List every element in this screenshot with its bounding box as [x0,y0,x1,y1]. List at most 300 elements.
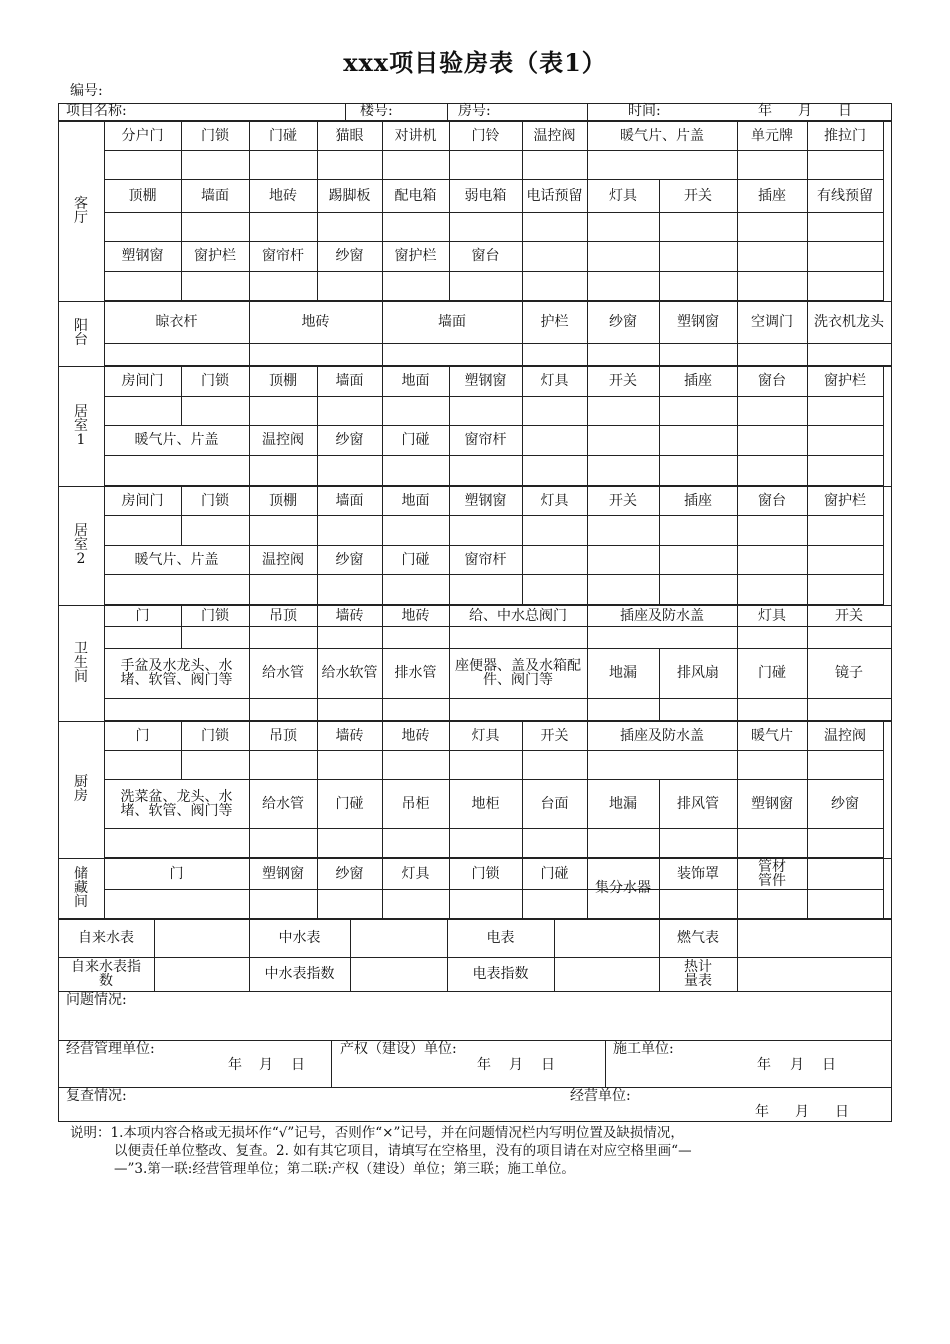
grid-line [58,919,59,992]
grid-line [554,919,555,992]
operator-label: 经营管理单位: [66,1041,155,1057]
grid-line [104,486,884,487]
item-label: 地漏 [609,665,637,681]
month-label: 月 [509,1057,523,1073]
grid-line [181,179,182,242]
grid-line [449,241,450,301]
item-label: 门锁 [201,128,229,144]
item-label: 纱窗 [831,796,859,812]
item-label: 窗台 [471,248,500,264]
page-title: xxx项目验房表（表1） [343,48,607,77]
grid-line [449,858,450,919]
item-label: 吊顶 [269,608,297,624]
grid-line [58,1121,892,1122]
grid-line [883,425,884,486]
grid-line [382,648,383,721]
grid-line [104,366,884,367]
grid-line [737,858,738,919]
grid-line [58,1040,892,1041]
item-label: 插座 [684,373,712,389]
grid-line [807,545,808,605]
section-label: 卫生间 [74,641,88,685]
grid-line [807,605,808,649]
grid-line [382,545,383,605]
grid-line [104,858,105,919]
grid-line [58,301,59,366]
grid-line [883,858,884,919]
grid-line [449,121,450,180]
item-label: 窗帘杆 [464,432,507,448]
grid-line [104,396,884,397]
item-label: 门碰 [401,432,430,448]
grid-line [317,779,318,858]
grid-line [249,779,250,858]
grid-line [345,103,346,121]
section-label: 客厅 [74,196,88,226]
item-label: 护栏 [540,314,569,330]
item-label: 排水管 [394,665,437,681]
item-label: 弱电箱 [464,188,507,204]
item-label: 座便器、盖及水箱配件、阀门等 [455,658,581,688]
item-label: 纱窗 [335,432,364,448]
item-label: 墙面 [335,493,364,509]
section-label: 居室2 [74,523,88,567]
grid-line [587,648,588,721]
day-label: 日 [838,103,852,119]
builder-label: 施工单位: [613,1041,674,1057]
grid-line [382,179,383,242]
grid-line [807,121,808,180]
grid-line [104,179,884,180]
day-label: 日 [835,1104,849,1120]
item-label: 给水管 [262,665,304,681]
grid-line [58,605,59,721]
grid-line [449,721,450,780]
meter-label: 电表 [486,930,515,946]
grid-line [807,425,808,486]
building-label: 楼号: [360,103,393,119]
grid-line [449,425,450,486]
grid-line [883,779,884,858]
item-label: 门铃 [471,128,500,144]
item-label: 地面 [401,373,430,389]
grid-line [587,779,588,858]
grid-line [737,486,738,546]
grid-line [449,545,450,605]
item-label: 晾衣杆 [155,314,198,330]
item-label: 洗菜盆、龙头、水堵、软管、阀门等 [120,789,233,819]
year-label: 年 [755,1104,769,1120]
grid-line [659,301,660,366]
grid-line [58,1040,59,1088]
day-label: 日 [541,1057,555,1073]
item-label: 纱窗 [335,866,364,882]
room-label: 房号: [458,103,491,119]
grid-line [807,301,808,366]
grid-line [382,301,383,366]
grid-line [522,545,523,605]
item-label: 门 [169,866,184,882]
grid-line [181,366,182,426]
operating-unit-label: 经营单位: [570,1088,631,1104]
day-label: 日 [291,1057,305,1073]
meter-label: 中水表 [278,930,321,946]
item-label: 顶棚 [269,493,297,509]
item-label: 给水软管 [321,665,378,681]
grid-line [883,545,884,605]
grid-line [104,750,884,751]
month-label: 月 [795,1104,809,1120]
grid-line [737,179,738,242]
grid-line [317,241,318,301]
grid-line [737,605,738,649]
grid-line [883,179,884,242]
item-label: 墙面 [201,188,229,204]
grid-line [891,103,892,121]
grid-line [883,486,884,546]
grid-line [659,648,660,721]
grid-line [58,858,59,919]
item-label: 墙面 [438,314,466,330]
grid-line [249,919,250,992]
grid-line [249,301,250,366]
grid-line [522,721,523,780]
grid-line [587,179,588,242]
item-label: 温控阀 [262,432,304,448]
grid-line [104,779,105,858]
grid-line [587,486,588,546]
year-label: 年 [228,1057,242,1073]
grid-line [587,545,588,605]
item-label: 温控阀 [262,552,304,568]
grid-line [807,366,808,426]
item-label: 门碰 [540,866,569,882]
meter-label: 中水表指数 [264,966,335,982]
grid-line [587,425,588,486]
grid-line [249,366,250,426]
item-label: 房间门 [121,493,164,509]
grid-line [317,486,318,546]
grid-line [104,121,105,180]
grid-line [104,545,884,546]
note-line: —”3.第一联:经营管理单位；第二联:产权（建设）单位；第三联；施工单位。 [114,1161,575,1177]
item-label: 灯具 [471,728,500,744]
grid-line [883,121,884,180]
item-label: 门 [135,608,150,624]
grid-line [104,605,892,606]
grid-line [104,721,884,722]
item-label: 灯具 [540,493,569,509]
item-label: 顶棚 [128,188,157,204]
grid-line [104,626,892,627]
meter-label: 电表指数 [472,966,529,982]
item-label: 插座及防水盖 [620,608,704,624]
item-label: 手盆及水龙头、水堵、软管、阀门等 [120,658,233,688]
item-label: 管材管件 [758,859,786,889]
grid-line [58,366,59,486]
grid-line [317,425,318,486]
item-label: 门锁 [201,373,229,389]
item-label: 窗帘杆 [262,248,304,264]
grid-line [104,241,884,242]
grid-line [249,425,250,486]
section-label: 居室1 [74,404,88,448]
grid-line [104,648,892,649]
item-label: 塑钢窗 [464,493,507,509]
grid-line [58,991,892,992]
item-label: 温控阀 [824,728,866,744]
item-label: 台面 [540,796,569,812]
grid-line [104,121,884,122]
grid-line [58,957,892,958]
grid-line [104,721,105,780]
grid-line [522,858,523,919]
grid-line [737,241,738,301]
grid-line [659,179,660,242]
grid-line [104,212,884,213]
grid-line [587,366,588,426]
grid-line [382,858,383,919]
grid-line [58,721,59,858]
item-label: 开关 [609,373,637,389]
item-label: 门锁 [201,728,229,744]
grid-line [659,366,660,426]
item-label: 窗护栏 [194,248,236,264]
grid-line [104,574,884,575]
project-name-label: 项目名称: [66,103,127,119]
grid-line [249,179,250,242]
grid-line [522,425,523,486]
grid-line [104,828,884,829]
item-label: 吊柜 [401,796,430,812]
grid-line [587,301,588,366]
grid-line [605,1040,606,1088]
item-label: 电话预留 [526,188,583,204]
grid-line [807,486,808,546]
recheck-label: 复查情况: [66,1088,127,1104]
grid-line [522,486,523,546]
item-label: 地砖 [269,188,297,204]
item-label: 单元牌 [751,128,793,144]
item-label: 分户门 [121,128,164,144]
item-label: 开关 [684,188,712,204]
grid-line [249,486,250,546]
grid-line [58,103,59,121]
grid-line [104,271,884,272]
item-label: 开关 [609,493,637,509]
item-label: 插座及防水盖 [620,728,704,744]
meter-label: 热计量表 [684,959,712,989]
grid-line [181,121,182,180]
grid-line [104,698,892,699]
item-label: 排风扇 [677,665,719,681]
item-label: 给、中水总阀门 [469,608,567,624]
grid-line [883,366,884,426]
section-label: 阳台 [74,318,88,348]
grid-line [449,648,450,721]
item-label: 暖气片、片盖 [134,552,219,568]
item-label: 塑钢窗 [262,866,304,882]
grid-line [891,121,892,301]
item-label: 门 [135,728,150,744]
grid-line [883,241,884,301]
item-label: 给水管 [262,796,304,812]
item-label: 塑钢窗 [677,314,719,330]
item-label: 踢脚板 [328,188,371,204]
item-label: 地面 [401,493,430,509]
grid-line [449,486,450,546]
item-label: 门碰 [335,796,364,812]
meter-label: 燃气表 [677,930,719,946]
grid-line [883,721,884,780]
grid-line [587,605,588,649]
grid-line [587,241,588,301]
grid-line [104,241,105,301]
item-label: 纱窗 [609,314,637,330]
item-label: 顶棚 [269,373,297,389]
grid-line [104,515,884,516]
item-label: 地砖 [301,314,330,330]
grid-line [659,919,660,992]
grid-line [104,779,884,780]
grid-line [58,121,59,301]
grid-line [104,455,884,456]
grid-line [447,103,448,121]
item-label: 灯具 [540,373,569,389]
item-label: 温控阀 [533,128,576,144]
grid-line [382,486,383,546]
item-label: 暖气片、片盖 [134,432,219,448]
grid-line [807,779,808,858]
item-label: 门锁 [201,493,229,509]
section-label: 储藏间 [74,866,88,910]
owner-label: 产权（建设）单位: [340,1041,457,1057]
grid-line [737,366,738,426]
item-label: 暖气片 [751,728,793,744]
item-label: 墙砖 [335,608,364,624]
problem-label: 问题情况: [66,992,127,1008]
grid-line [587,858,588,919]
grid-line [807,179,808,242]
item-label: 窗台 [758,373,786,389]
grid-line [249,545,250,605]
grid-line [587,121,588,180]
grid-line [317,545,318,605]
item-label: 开关 [540,728,569,744]
year-label: 年 [477,1057,491,1073]
item-label: 门碰 [269,128,297,144]
year-label: 年 [757,1057,771,1073]
item-label: 地砖 [401,608,430,624]
item-label: 门碰 [401,552,430,568]
item-label: 窗护栏 [824,373,866,389]
grid-line [154,919,155,992]
year-label: 年 [758,103,772,119]
grid-line [104,301,105,366]
item-label: 门碰 [758,665,786,681]
grid-line [104,425,884,426]
grid-line [737,301,738,366]
item-label: 门锁 [201,608,229,624]
grid-line [807,648,808,721]
grid-line [317,858,318,919]
grid-line [104,343,892,344]
grid-line [317,121,318,180]
grid-line [382,721,383,780]
grid-line [891,301,892,366]
serial-label: 编号: [70,83,103,99]
item-label: 墙面 [335,373,364,389]
grid-line [382,605,383,649]
section-label: 厨房 [74,774,88,804]
grid-line [104,301,892,302]
item-label: 地漏 [609,796,637,812]
grid-line [447,919,448,992]
month-label: 月 [790,1057,804,1073]
item-label: 有线预留 [817,188,873,204]
grid-line [891,366,892,1041]
notes [70,1124,850,1178]
grid-line [58,919,892,920]
grid-line [659,425,660,486]
item-label: 窗护栏 [824,493,866,509]
grid-line [104,605,105,649]
grid-line [104,545,105,605]
item-label: 吊顶 [269,728,297,744]
item-label: 洗衣机龙头 [814,314,884,330]
grid-line [317,605,318,649]
item-label: 灯具 [401,866,430,882]
grid-line [522,779,523,858]
item-label: 地砖 [401,728,430,744]
grid-line [181,486,182,546]
item-label: 塑钢窗 [464,373,507,389]
grid-line [181,241,182,301]
meter-label: 自来水表指数 [71,959,141,989]
grid-line [249,858,250,919]
grid-line [331,1040,332,1088]
grid-line [382,366,383,426]
grid-line [522,301,523,366]
item-label: 窗护栏 [394,248,437,264]
grid-line [382,241,383,301]
grid-line [737,121,738,180]
grid-line [737,779,738,858]
grid-line [522,241,523,301]
grid-line [58,1087,59,1122]
grid-line [382,425,383,486]
item-label: 纱窗 [335,248,364,264]
item-label: 窗帘杆 [464,552,507,568]
grid-line [737,721,738,780]
grid-line [104,425,105,486]
item-label: 集分水器 [595,880,651,896]
grid-line [249,648,250,721]
item-label: 门锁 [471,866,500,882]
grid-line [449,605,450,649]
grid-line [737,545,738,605]
item-label: 镜子 [835,665,863,681]
grid-line [737,919,738,992]
grid-line [104,486,105,546]
item-label: 插座 [684,493,712,509]
grid-line [807,721,808,780]
grid-line [449,179,450,242]
grid-line [317,366,318,426]
item-label: 房间门 [121,373,164,389]
grid-line [449,366,450,426]
grid-line [317,721,318,780]
